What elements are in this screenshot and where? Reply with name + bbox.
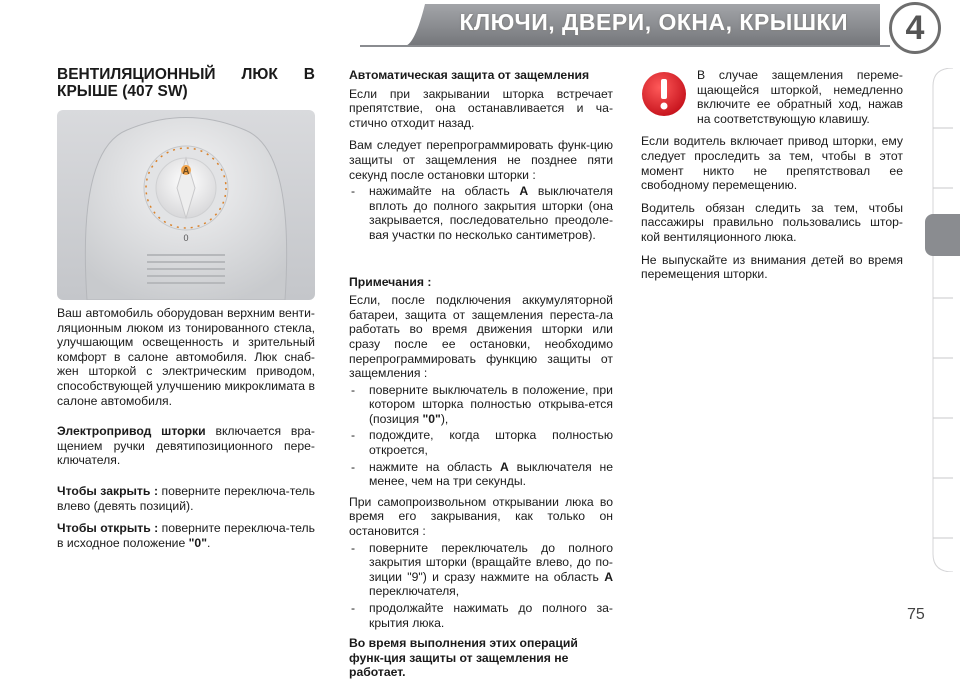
open-instruction bbox=[57, 521, 315, 550]
list-item: - продолжайте нажимать до полного за-крытия люка. bbox=[349, 601, 613, 630]
chapter-tab-active[interactable] bbox=[925, 214, 960, 256]
drive-label: Электропривод шторки bbox=[57, 424, 206, 439]
anti-pinch-heading: Автоматическая защита от защемления bbox=[349, 68, 590, 82]
close-instruction bbox=[57, 484, 315, 513]
section-heading: ВЕНТИЛЯЦИОННЫЙ ЛЮК В КРЫШЕ (407 SW) bbox=[57, 66, 315, 100]
notes-paragraph-1: Если, после подключения аккумуляторной батареи, защита от защемления переста-ла работать во время движения шторки или сразу после ее остановки, необходимо перепрограммировать функцию защиты от защемления : bbox=[349, 293, 613, 381]
left-column bbox=[57, 66, 315, 108]
right-paragraph-3: Не выпускайте из внимания детей во время перемещения шторки. bbox=[641, 252, 903, 282]
roof-console-illustration bbox=[57, 110, 315, 300]
open-text: поверните переключа-тель в исходное положение bbox=[57, 521, 315, 550]
right-paragraph-2: Водитель обязан следить за тем, чтобы пассажиры правильно пользовались штор-кой вентиляционного люка. bbox=[641, 200, 903, 244]
anti-pinch-p2: Вам следует перепрограммировать функ-цию защиты от защемления не позднее пяти секунд после остановки шторки : bbox=[349, 138, 613, 182]
middle-column bbox=[349, 68, 613, 688]
open-end: . bbox=[207, 535, 211, 550]
chapter-header bbox=[0, 0, 960, 58]
switch-position-zero-label: 0 bbox=[183, 233, 189, 243]
chapter-title: КЛЮЧИ, ДВЕРИ, ОКНА, КРЫШКИ bbox=[459, 9, 848, 35]
page-number: 75 bbox=[907, 606, 925, 623]
reprogram-step: - нажимайте на область A выключателя вплоть до полного закрытия шторки (она закрывается, последовательно преодоле-вая участки по несколько сантиметров). bbox=[349, 184, 613, 242]
close-label: Чтобы закрыть : bbox=[57, 483, 158, 498]
drive-paragraph bbox=[57, 424, 315, 468]
list-item: - поверните выключатель в положение, при котором шторка полностью открыва-ется (позиция "0"), bbox=[349, 383, 613, 427]
anti-pinch-p1: Если при закрывании шторка встречает препятствие, она останавливается и ча-стично отходит назад. bbox=[349, 86, 613, 130]
notes-heading: Примечания : bbox=[349, 274, 432, 289]
list-item: - нажмите на область A выключателя не менее, чем на три секунды. bbox=[349, 460, 613, 489]
chapter-number-badge: 4 bbox=[889, 2, 941, 54]
open-position: "0" bbox=[188, 535, 207, 550]
list-item: - подождите, когда шторка полностью откроется, bbox=[349, 428, 613, 457]
chapter-tab-strip bbox=[925, 68, 955, 572]
list-item: - поверните переключатель до полного закрытия шторки (вращайте влево, до по-зиции "9") и сразу нажмите на область A переключателя, bbox=[349, 541, 613, 599]
notes-paragraph-2: При самопроизвольном открывании люка во время его закрывания, как только он остановится : bbox=[349, 494, 613, 539]
notes-steps-2 bbox=[349, 541, 613, 631]
close-text: поверните переключа-тель влево (девять позиций). bbox=[57, 483, 315, 513]
chapter-tabs bbox=[925, 68, 955, 572]
final-warning: Во время выполнения этих операций функ-ция защиты от защемления не работает. bbox=[349, 636, 578, 680]
switch-zone-a-label: A bbox=[182, 166, 190, 177]
intro-paragraph: Ваш автомобиль оборудован верхним венти-ляционным люком из тонированного стекла, улучшающим освещенность и зрительный комфорт в салоне автомобиля. Люк снаб-жен шторкой с электрическим приводом, способствующей улучшению микроклимата в салоне автомобиля. bbox=[57, 306, 315, 408]
sunroof-control-photo bbox=[57, 110, 315, 300]
right-paragraph-1: Если водитель включает привод шторки, ему следует проследить за тем, чтобы в этот момент никто не препятствовал ее свободному перемещению. bbox=[641, 134, 903, 193]
drive-text: включается вра-щением ручки девятипозиционного пере-ключателя. bbox=[57, 424, 315, 468]
open-label: Чтобы открыть : bbox=[57, 521, 159, 536]
left-column-text bbox=[57, 306, 315, 558]
right-column bbox=[641, 68, 903, 290]
warning-text: В случае защемления переме-щающейся шторкой, немедленно включите ее обратный ход, нажав на соответствующую клавишу. bbox=[697, 68, 903, 126]
notes-steps-1 bbox=[349, 383, 613, 489]
reprogram-steps bbox=[349, 184, 613, 242]
